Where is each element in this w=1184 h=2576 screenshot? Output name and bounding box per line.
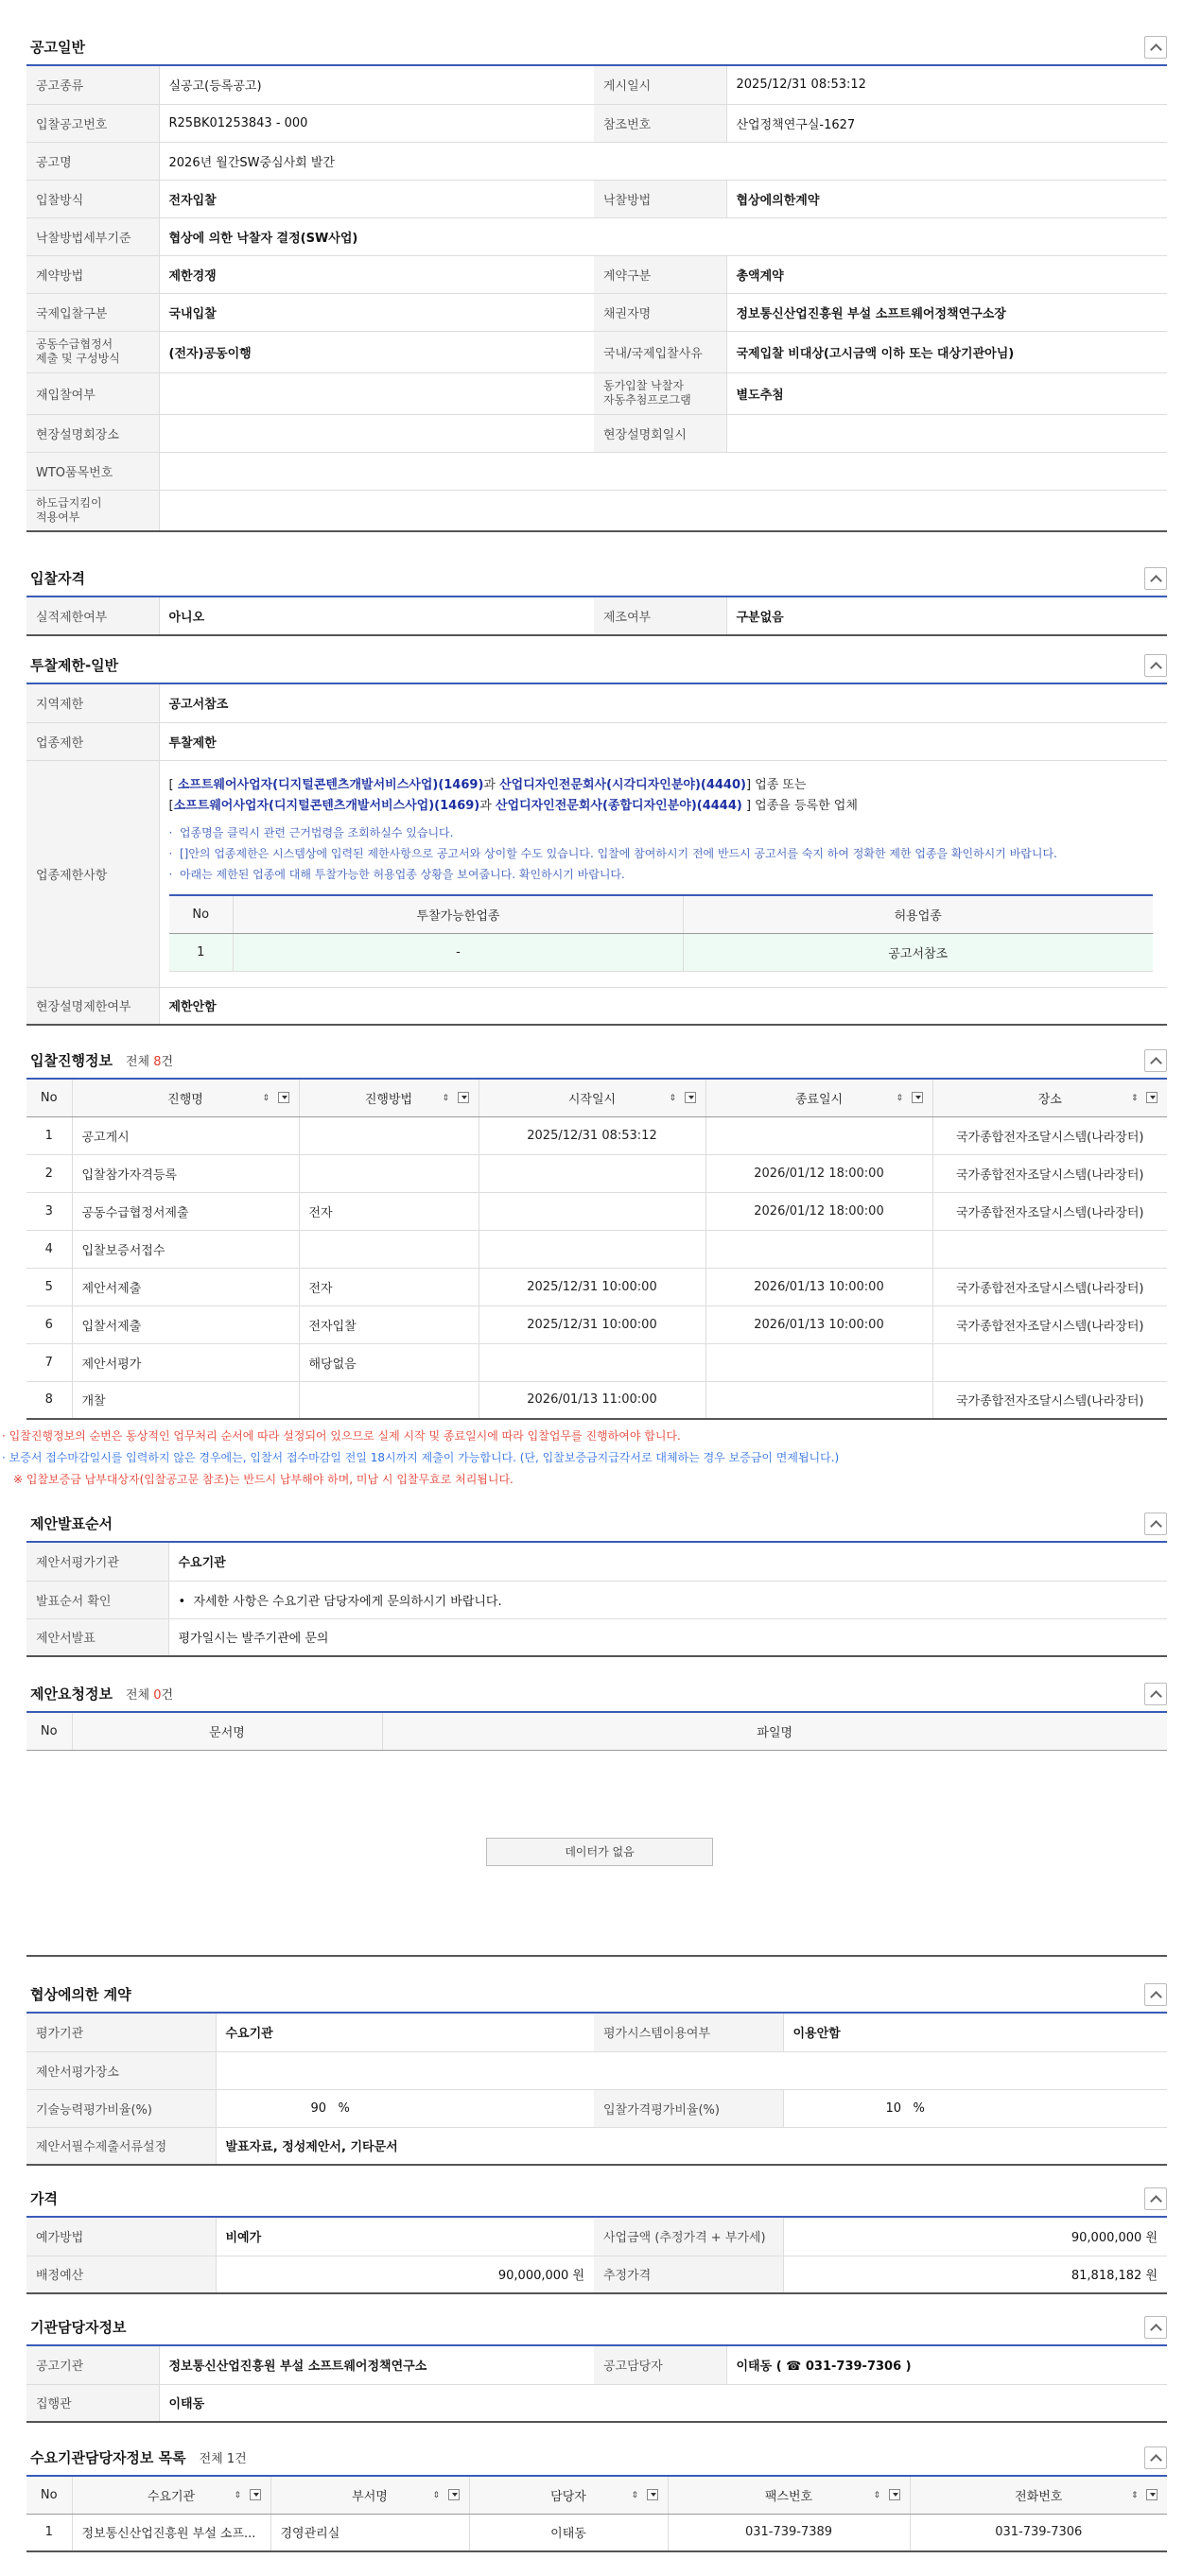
collapse-icon[interactable] <box>1144 1049 1167 1072</box>
title-text: 제안요청정보 <box>30 1686 113 1703</box>
negotiation-table <box>26 2014 1167 2166</box>
cell: 2026/01/12 18:00:00 <box>705 1192 932 1230</box>
value: 81,818,182 원 <box>783 2256 1167 2293</box>
value: • 자세한 사항은 수요기관 담당자에게 문의하시기 바랍니다. <box>168 1581 1167 1618</box>
text: ] 업종 또는 <box>745 778 807 793</box>
table-row <box>26 1230 1167 1268</box>
notice: · []안의 업종제한은 시스템상에 입력된 제한사항으로 공고서와 상이할 수도 있습니다. 입찰에 참여하시기 전에 반드시 공고서를 숙지 하여 정확한 제한 업종을 확인하시기 바랍니다. <box>168 847 1057 861</box>
text: [ <box>168 778 178 793</box>
label: 기술능력평가비율(%) <box>26 2089 216 2127</box>
sort-icon[interactable]: ⇕ <box>278 1092 291 1105</box>
section-header <box>26 2299 1167 2346</box>
cell <box>705 1116 932 1154</box>
cell: 공고게시 <box>72 1116 299 1154</box>
restriction-table <box>26 684 1167 1026</box>
value: 90,000,000 원 <box>783 2218 1167 2256</box>
table-row <box>26 1268 1167 1305</box>
notice-text: · 입찰진행정보의 순번은 동상적인 업무처리 순서에 따라 설정되어 있으므로 실제 시작 및 종료일시에 따라 입찰업무를 진행하여야 합니다. <box>2 1429 681 1443</box>
cell: 정보통신산업진흥원 부설 소프... <box>72 2514 270 2551</box>
label: 공고종류 <box>26 66 159 104</box>
sort-icon[interactable]: ⇕ <box>250 2489 263 2502</box>
label: 공고기관 <box>26 2346 159 2384</box>
sort-icon[interactable]: ⇕ <box>1146 1092 1159 1105</box>
label: 입찰가격평가비율(%) <box>594 2089 783 2127</box>
value <box>159 452 1167 490</box>
proposal-table <box>26 1711 1167 1751</box>
col-header: 문서명 <box>72 1712 382 1750</box>
cell: - <box>234 933 684 971</box>
cell: 해당없음 <box>299 1343 479 1381</box>
section-title: 제안발표순서 <box>30 1515 113 1532</box>
count <box>126 1055 173 1069</box>
count-unit: 건 <box>161 1688 174 1703</box>
cell: 국가종합전자조달시스템(나라장터) <box>932 1154 1167 1192</box>
value: 수요기관 <box>216 2014 594 2051</box>
table-row <box>26 1116 1167 1154</box>
label: 현장설명회일시 <box>594 414 726 452</box>
cell: 개찰 <box>72 1381 299 1419</box>
label: 동가입찰 낙찰자 자동추첨프로그램 <box>594 372 726 414</box>
value: 수요기관 <box>168 1543 1167 1581</box>
col-header: No <box>169 895 234 933</box>
label: 낙찰방법 <box>594 180 726 217</box>
section-price <box>26 2170 1167 2294</box>
label: 업종제한 <box>26 722 159 760</box>
label: 예가방법 <box>26 2218 216 2256</box>
cell: 8 <box>26 1381 72 1419</box>
cell: 2 <box>26 1154 72 1192</box>
count-value: 0 <box>153 1688 162 1703</box>
value-unit: % <box>338 2101 350 2116</box>
value: R25BK01253843 - 000 <box>159 104 594 142</box>
value <box>159 414 594 452</box>
collapse-icon[interactable] <box>1144 36 1167 59</box>
col-header-sortable[interactable] <box>932 1079 1167 1116</box>
cell: 제안서평가 <box>72 1343 299 1381</box>
label: 국제입찰구분 <box>26 293 159 331</box>
collapse-icon[interactable] <box>1144 1683 1167 1705</box>
label: 입찰방식 <box>26 180 159 217</box>
label: 제안서평가기관 <box>26 1543 168 1581</box>
collapse-icon[interactable] <box>1144 567 1167 590</box>
cell: 1 <box>26 2514 72 2551</box>
cell: 입찰서제출 <box>72 1305 299 1343</box>
cell: 4 <box>26 1230 72 1268</box>
cell: 입찰참가자격등록 <box>72 1154 299 1192</box>
cell <box>932 1230 1167 1268</box>
restriction-line <box>169 796 1158 817</box>
title-text: 입찰진행정보 <box>30 1052 113 1069</box>
label: 제안서평가장소 <box>26 2051 216 2089</box>
section-demand-agency-contacts <box>26 2426 1167 2552</box>
label: 평가기관 <box>26 2014 216 2051</box>
cell <box>299 1230 479 1268</box>
value: 아니오 <box>159 597 594 635</box>
cell: 2025/12/31 10:00:00 <box>479 1305 705 1343</box>
count-value: 1 <box>226 2452 235 2466</box>
label: 사업금액 (추정가격 + 부가세) <box>594 2218 783 2256</box>
cell: 공고서참조 <box>684 933 1153 971</box>
count-value: 8 <box>153 1055 162 1069</box>
section-title <box>30 1684 173 1703</box>
cell: 국가종합전자조달시스템(나라장터) <box>932 1268 1167 1305</box>
table-row <box>26 2514 1167 2551</box>
cell: 031-739-7389 <box>668 2514 910 2551</box>
value: 협상에 의한 낙찰자 결정(SW사업) <box>159 217 1167 255</box>
value: 국제입찰 비대상(고시금액 이하 또는 대상기관아님) <box>726 331 1167 372</box>
value: (전자)공동이행 <box>159 331 594 372</box>
value: 산업정책연구실-1627 <box>726 104 1167 142</box>
title-text: 수요기관담당자정보 목록 <box>30 2449 186 2466</box>
cell <box>479 1154 705 1192</box>
cell: 이태동 <box>469 2514 668 2551</box>
table-row <box>26 1192 1167 1230</box>
value-number: 90 <box>310 2101 327 2116</box>
col-header: 파일명 <box>382 1712 1167 1750</box>
value <box>159 490 1167 531</box>
cell: 전자 <box>299 1268 479 1305</box>
cell: 2026/01/12 18:00:00 <box>705 1154 932 1192</box>
cell <box>479 1192 705 1230</box>
col-header-sortable[interactable] <box>479 1079 705 1116</box>
count-label: 전체 <box>199 2452 227 2466</box>
cell: 경영관리실 <box>270 2514 469 2551</box>
price-table <box>26 2218 1167 2294</box>
label: 공고명 <box>26 142 159 180</box>
cell: 2025/12/31 08:53:12 <box>479 1116 705 1154</box>
notice-text: []안의 업종제한은 시스템상에 입력된 제한사항으로 공고서와 상이할 수도 있습니다. 입찰에 참여하시기 전에 반드시 공고서를 숙지 하여 정확한 제한 업종을 확인하시기 바랍니다. <box>179 847 1057 861</box>
cell: 공동수급협정서제출 <box>72 1192 299 1230</box>
cell: 7 <box>26 1343 72 1381</box>
col-header-label: 종료일시 <box>794 1092 844 1107</box>
label: 채권자명 <box>594 293 726 331</box>
value <box>783 2089 1167 2127</box>
section-qualification <box>26 548 1167 636</box>
value-text: 자세한 사항은 수요기관 담당자에게 문의하시기 바랍니다. <box>193 1594 502 1609</box>
section-header <box>26 2426 1167 2475</box>
value: 총액계약 <box>726 255 1167 293</box>
col-header-label: 진행명 <box>167 1092 203 1107</box>
presentation-table <box>26 1543 1167 1657</box>
col-header-sortable[interactable] <box>705 1079 932 1116</box>
cell: 1 <box>26 1116 72 1154</box>
section-title: 기관담당자정보 <box>30 2319 127 2336</box>
label: 게시일시 <box>594 66 726 104</box>
notice-text: 아래는 제한된 업종에 대해 투찰가능한 허용업종 상황을 보여줍니다. 확인하시기 바랍니다. <box>179 868 625 882</box>
label: 제조여부 <box>594 597 726 635</box>
value: 실공고(등록공고) <box>159 66 594 104</box>
table-row <box>26 1305 1167 1343</box>
value: 제한경쟁 <box>159 255 594 293</box>
section-header <box>26 1662 1167 1711</box>
label: 국내/국제입찰사유 <box>594 331 726 372</box>
col-header-sortable[interactable] <box>72 2476 270 2514</box>
allowed-industry-table <box>169 894 1153 972</box>
value: 정보통신산업진흥원 부설 소프트웨어정책연구소 <box>159 2346 594 2384</box>
value: 90,000,000 원 <box>216 2256 594 2293</box>
value: 구분없음 <box>726 597 1167 635</box>
cell: 국가종합전자조달시스템(나라장터) <box>932 1381 1167 1419</box>
col-header-sortable[interactable] <box>270 2476 469 2514</box>
col-header: No <box>26 1079 72 1116</box>
col-header-sortable[interactable] <box>910 2476 1167 2514</box>
section-header <box>26 2170 1167 2218</box>
section-title <box>30 2447 247 2467</box>
cell <box>705 1381 932 1419</box>
col-header-sortable[interactable] <box>299 1079 479 1116</box>
section-proposal-request <box>26 1662 1167 1957</box>
cell <box>299 1116 479 1154</box>
count-unit: 건 <box>235 2452 247 2466</box>
progress-table <box>26 1078 1167 1420</box>
value: 협상에의한계약 <box>726 180 1167 217</box>
section-presentation-order <box>26 1495 1167 1657</box>
sort-icon[interactable]: ⇕ <box>889 2489 902 2502</box>
col-header-label: 팩스번호 <box>764 2489 813 2504</box>
sort-icon[interactable]: ⇕ <box>912 1092 925 1105</box>
text: [ <box>168 799 174 814</box>
cell: 국가종합전자조달시스템(나라장터) <box>932 1192 1167 1230</box>
count <box>126 1688 173 1703</box>
label: 하도급지킴이 적용여부 <box>26 490 159 531</box>
label: 낙찰방법세부기준 <box>26 217 159 255</box>
sort-icon[interactable]: ⇕ <box>458 1092 471 1105</box>
label: 제안서발표 <box>26 1618 168 1656</box>
section-title: 투찰제한-일반 <box>30 657 119 674</box>
industry-link[interactable]: 산업디자인전문회사(시각디자인분야)(4440) <box>499 778 746 793</box>
restriction-detail <box>159 760 1167 987</box>
label: 실적제한여부 <box>26 597 159 635</box>
cell: 2026/01/13 10:00:00 <box>705 1305 932 1343</box>
cell: 국가종합전자조달시스템(나라장터) <box>932 1305 1167 1343</box>
text: ] 업종을 등록한 업체 <box>741 799 858 814</box>
section-header <box>26 1495 1167 1543</box>
value <box>216 2051 1167 2089</box>
table-row <box>26 1154 1167 1192</box>
table-row <box>26 1381 1167 1419</box>
restriction-line <box>169 775 1158 796</box>
col-header: No <box>26 2476 72 2514</box>
cell: 2025/12/31 10:00:00 <box>479 1268 705 1305</box>
collapse-icon[interactable] <box>1144 2187 1167 2210</box>
col-header: No <box>26 1712 72 1750</box>
col-header: 투찰가능한업종 <box>234 895 684 933</box>
cell <box>299 1381 479 1419</box>
label: 계약구분 <box>594 255 726 293</box>
cell: 6 <box>26 1305 72 1343</box>
section-bid-restriction <box>26 635 1167 1026</box>
cell <box>705 1230 932 1268</box>
collapse-icon[interactable] <box>1144 2446 1167 2469</box>
industry-link[interactable]: 산업디자인전문회사(종합디자인분야)(4444) <box>495 799 742 814</box>
value: 2026년 월간SW중심사회 발간 <box>159 142 1167 180</box>
cell: 031-739-7306 <box>910 2514 1167 2551</box>
label: 참조번호 <box>594 104 726 142</box>
count <box>200 2452 247 2466</box>
text: 과 <box>479 799 496 814</box>
count-label: 전체 <box>125 1688 154 1703</box>
general-table <box>26 66 1167 532</box>
col-header-label: 진행방법 <box>364 1092 413 1107</box>
section-header <box>26 1027 1167 1078</box>
cell <box>705 1343 932 1381</box>
notice-text: · 보증서 접수마감일시를 입력하지 않은 경우에는, 입찰서 접수마감일 전일 18시까지 제출이 가능합니다. (단, 입찰보증금지급각서로 대체하는 경우 보증금이 면제됩니다.) <box>2 1451 840 1464</box>
label: 평가시스템이용여부 <box>594 2014 783 2051</box>
label: 입찰공고번호 <box>26 104 159 142</box>
industry-link[interactable]: 소프트웨어사업자(디지털콘텐츠개발서비스사업)(1469) <box>173 799 480 814</box>
qualification-table <box>26 597 1167 636</box>
col-header-label: 전화번호 <box>1015 2489 1063 2504</box>
value-unit: % <box>913 2101 925 2116</box>
label: WTO품목번호 <box>26 452 159 490</box>
section-title: 공고일반 <box>30 39 85 56</box>
label: 배정예산 <box>26 2256 216 2293</box>
section-general <box>26 0 1167 532</box>
col-header-label: 시작일시 <box>567 1092 617 1107</box>
cell: 전자 <box>299 1192 479 1230</box>
label: 계약방법 <box>26 255 159 293</box>
section-title <box>30 1050 173 1070</box>
label: 추정가격 <box>594 2256 783 2293</box>
agency-contact-table <box>26 2346 1167 2423</box>
section-header <box>26 1966 1167 2014</box>
label: 집행관 <box>26 2384 159 2422</box>
progress-notes <box>2 1426 1167 1491</box>
col-header-label: 수요기관 <box>147 2489 196 2504</box>
no-data-message: 데이터가 없음 <box>486 1838 713 1866</box>
section-header <box>26 635 1167 684</box>
value: 제한안함 <box>159 987 1167 1025</box>
demand-agency-table <box>26 2475 1167 2552</box>
value: 이태동 ( ☎ 031-739-7306 ) <box>726 2346 1167 2384</box>
section-title: 입찰자격 <box>30 570 85 587</box>
label: 발표순서 확인 <box>26 1581 168 1618</box>
label: 업종제한사항 <box>26 760 159 987</box>
value: 발표자료, 정성제안서, 기타문서 <box>216 2127 1167 2165</box>
collapse-icon[interactable] <box>1144 1983 1167 2006</box>
notice-text: 업종명을 클릭시 관련 근거법령을 조회하실수 있습니다. <box>179 826 454 840</box>
collapse-icon[interactable] <box>1144 654 1167 677</box>
col-header-label: 담당자 <box>550 2489 586 2504</box>
count-unit: 건 <box>161 1055 174 1069</box>
section-agency-contact <box>26 2299 1167 2423</box>
value: 이용안함 <box>783 2014 1167 2051</box>
cell: 제안서제출 <box>72 1268 299 1305</box>
section-header <box>26 548 1167 597</box>
collapse-icon[interactable] <box>1144 2316 1167 2339</box>
value: 2025/12/31 08:53:12 <box>726 66 1167 104</box>
value: 정보통신산업진흥원 부설 소프트웨어정책연구소장 <box>726 293 1167 331</box>
industry-link[interactable]: 소프트웨어사업자(디지털콘텐츠개발서비스사업)(1469) <box>177 778 484 793</box>
value <box>216 2089 594 2127</box>
label: 공동수급협정서 제출 및 구성방식 <box>26 331 159 372</box>
label: 재입찰여부 <box>26 372 159 414</box>
cell: 1 <box>169 933 234 971</box>
col-header-sortable[interactable] <box>72 1079 299 1116</box>
cell <box>932 1343 1167 1381</box>
col-header-sortable[interactable] <box>469 2476 668 2514</box>
cell: 3 <box>26 1192 72 1230</box>
section-title: 협상에의한 계약 <box>30 1986 131 2003</box>
label: 현장설명회장소 <box>26 414 159 452</box>
cell: 2026/01/13 11:00:00 <box>479 1381 705 1419</box>
value: 별도추첨 <box>726 372 1167 414</box>
value: 공고서참조 <box>159 684 1167 722</box>
count-label: 전체 <box>125 1055 154 1069</box>
col-header-sortable[interactable] <box>668 2476 910 2514</box>
sort-icon[interactable]: ⇕ <box>685 1092 698 1105</box>
cell <box>479 1230 705 1268</box>
value: 전자입찰 <box>159 180 594 217</box>
collapse-icon[interactable] <box>1144 1513 1167 1535</box>
col-header: 허용업종 <box>684 895 1153 933</box>
value <box>159 372 594 414</box>
cell: 2026/01/13 10:00:00 <box>705 1268 932 1305</box>
section-negotiation-contract <box>26 1966 1167 2166</box>
sort-icon[interactable]: ⇕ <box>1146 2489 1159 2502</box>
label: 지역제한 <box>26 684 159 722</box>
table-row <box>26 1343 1167 1381</box>
cell: 국가종합전자조달시스템(나라장터) <box>932 1116 1167 1154</box>
text: 과 <box>483 778 500 793</box>
value: 평가일시는 발주기관에 문의 <box>168 1618 1167 1656</box>
value: 국내입찰 <box>159 293 594 331</box>
section-header <box>26 0 1167 66</box>
label: 현장설명제한여부 <box>26 987 159 1025</box>
label: 제안서필수제출서류설정 <box>26 2127 216 2165</box>
section-bid-progress <box>2 1027 1167 1491</box>
label: 공고담당자 <box>594 2346 726 2384</box>
value <box>726 414 1167 452</box>
cell: 전자입찰 <box>299 1305 479 1343</box>
section-title: 가격 <box>30 2190 58 2207</box>
value: 이태동 <box>159 2384 1167 2422</box>
notice: · 업종명을 클릭시 관련 근거법령을 조회하실수 있습니다. <box>168 826 454 840</box>
sort-icon[interactable]: ⇕ <box>448 2489 461 2502</box>
cell: 5 <box>26 1268 72 1305</box>
cell: 입찰보증서접수 <box>72 1230 299 1268</box>
col-header-label: 부서명 <box>352 2489 388 2504</box>
notice-text: ※ 입찰보증금 납부대상자(입찰공고문 참조)는 반드시 납부해야 하며, 미납 시 입찰무효로 처리됩니다. <box>13 1473 514 1486</box>
col-header-label: 장소 <box>1037 1092 1062 1107</box>
notice: · 아래는 제한된 업종에 대해 투찰가능한 허용업종 상황을 보여줍니다. 확인하시기 바랍니다. <box>168 868 625 882</box>
sort-icon[interactable]: ⇕ <box>647 2489 660 2502</box>
cell <box>479 1343 705 1381</box>
value-number: 10 <box>885 2101 902 2116</box>
cell <box>299 1154 479 1192</box>
value: 비예가 <box>216 2218 594 2256</box>
value: 투찰제한 <box>159 722 1167 760</box>
